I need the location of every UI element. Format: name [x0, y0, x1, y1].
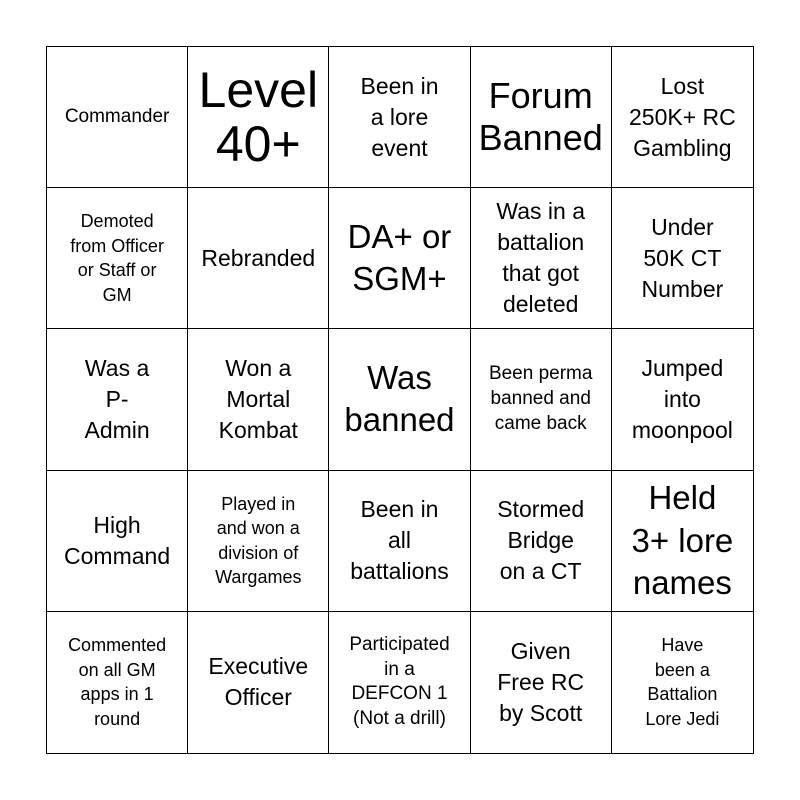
bingo-cell-text: Commented on all GM apps in 1 round	[68, 635, 167, 729]
bingo-cell-r3c2[interactable]	[188, 329, 329, 470]
bingo-cell-text: High Command	[64, 511, 171, 569]
bingo-cell-r2c5[interactable]	[612, 188, 753, 329]
bingo-cell-r1c5[interactable]	[612, 47, 753, 188]
bingo-cell-text: Have been a Battalion Lore Jedi	[645, 635, 720, 729]
bingo-cell-text: Commander	[64, 105, 170, 127]
bingo-cell-r1c4[interactable]	[471, 47, 612, 188]
bingo-cell-r4c4[interactable]	[471, 471, 612, 612]
bingo-cell-text: Under 50K CT Number	[641, 213, 724, 302]
bingo-cell-r5c1[interactable]	[47, 612, 188, 753]
bingo-cell-text: Forum Banned	[478, 74, 603, 159]
bingo-cell-text: DA+ or SGM+	[347, 218, 452, 298]
bingo-cell-r3c5[interactable]	[612, 329, 753, 470]
bingo-cell-text: Been in all battalions	[350, 496, 449, 585]
bingo-cell-text: Jumped into moonpool	[631, 354, 733, 444]
bingo-cell-text: Rebranded	[201, 244, 316, 271]
bingo-cell-r4c2[interactable]	[188, 471, 329, 612]
bingo-cell-r5c4[interactable]	[471, 612, 612, 753]
bingo-cell-r1c1[interactable]	[47, 47, 188, 188]
bingo-cell-text: Was a P- Admin	[84, 354, 150, 444]
bingo-cell-text: Executive Officer	[208, 653, 309, 711]
bingo-cell-text: Demoted from Officer or Staff or GM	[70, 211, 164, 305]
bingo-cell-r2c3[interactable]	[329, 188, 470, 329]
bingo-cell-r3c3[interactable]	[329, 329, 470, 470]
bingo-cell-r4c1[interactable]	[47, 471, 188, 612]
bingo-cell-r3c4[interactable]	[471, 329, 612, 470]
bingo-cell-text: Stormed Bridge on a CT	[497, 496, 585, 585]
bingo-cell-text: Won a Mortal Kombat	[218, 354, 298, 444]
bingo-cell-r2c4[interactable]	[471, 188, 612, 329]
bingo-cell-r3c1[interactable]	[47, 329, 188, 470]
bingo-cell-r2c1[interactable]	[47, 188, 188, 329]
bingo-cell-text: Played in and won a division of Wargames	[215, 493, 302, 588]
bingo-cell-text: Was in a battalion that got deleted	[496, 198, 585, 318]
bingo-cell-text: Held 3+ lore names	[631, 479, 734, 601]
bingo-cell-r4c3[interactable]	[329, 471, 470, 612]
bingo-cell-text: Given Free RC by Scott	[497, 637, 585, 726]
bingo-cell-text: Lost 250K+ RC Gambling	[629, 72, 736, 161]
bingo-cell-r2c2[interactable]	[188, 188, 329, 329]
bingo-cell-r1c3[interactable]	[329, 47, 470, 188]
bingo-cell-text: Been in a lore event	[360, 72, 439, 161]
bingo-cell-text: Level 40+	[198, 62, 319, 173]
bingo-cell-r5c2[interactable]	[188, 612, 329, 753]
bingo-cell-r4c5[interactable]	[612, 471, 753, 612]
bingo-cell-r5c3[interactable]	[329, 612, 470, 753]
bingo-cell-text: Participated in a DEFCON 1 (Not a drill)	[349, 634, 450, 730]
bingo-cell-text: Was banned	[344, 359, 455, 439]
bingo-cell-r1c2[interactable]	[188, 47, 329, 188]
bingo-board	[46, 46, 754, 754]
bingo-cell-r5c5[interactable]	[612, 612, 753, 753]
bingo-cell-text: Been perma banned and came back	[488, 363, 593, 434]
